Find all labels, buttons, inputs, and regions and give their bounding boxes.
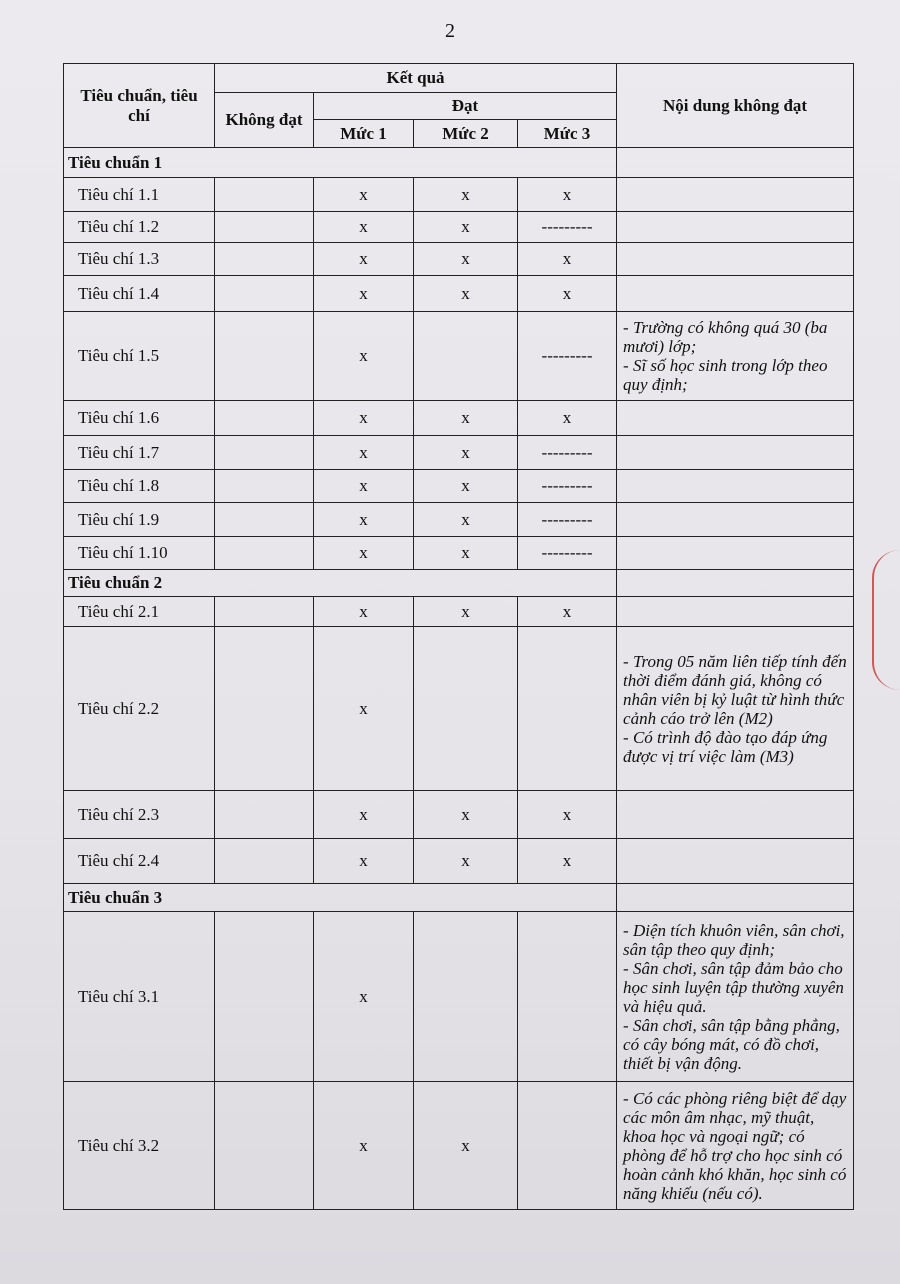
header-level1: Mức 1	[314, 120, 414, 148]
criterion-name: Tiêu chí 1.3	[64, 243, 215, 276]
cell-level2: x	[414, 436, 518, 470]
cell-level3: x	[518, 791, 617, 839]
cell-level1: x	[314, 912, 414, 1082]
cell-level3	[518, 627, 617, 791]
note-line: - Có trình độ đào tạo đáp ứng được vị trí việc làm (M3)	[623, 727, 828, 766]
red-stamp-edge	[872, 550, 900, 690]
cell-level2	[414, 312, 518, 401]
note-line: - Sân chơi, sân tập bằng phẳng, có cây bóng mát, có đồ chơi, thiết bị vận động.	[623, 1015, 840, 1073]
cell-not-passed	[215, 436, 314, 470]
cell-notes	[617, 1082, 854, 1210]
cell-level3: ---------	[518, 503, 617, 537]
cell-notes	[617, 401, 854, 436]
note-line: - Diện tích khuôn viên, sân chơi, sân tập theo quy định;	[623, 920, 845, 959]
cell-level1: x	[314, 470, 414, 503]
criterion-name: Tiêu chí 1.9	[64, 503, 215, 537]
cell-notes	[617, 178, 854, 212]
cell-level3: ---------	[518, 436, 617, 470]
criterion-name: Tiêu chí 1.1	[64, 178, 215, 212]
cell-level3: x	[518, 839, 617, 884]
table-row	[64, 791, 854, 839]
standard-row	[64, 148, 854, 178]
cell-not-passed	[215, 212, 314, 243]
cell-not-passed	[215, 1082, 314, 1210]
cell-level2: x	[414, 243, 518, 276]
header-level2: Mức 2	[414, 120, 518, 148]
cell-notes	[617, 243, 854, 276]
cell-notes	[617, 597, 854, 627]
criterion-name: Tiêu chí 1.7	[64, 436, 215, 470]
header-level3: Mức 3	[518, 120, 617, 148]
standard-title: Tiêu chuẩn 1	[64, 148, 617, 178]
header-criteria: Tiêu chuẩn, tiêu chí	[64, 64, 215, 148]
cell-not-passed	[215, 503, 314, 537]
cell-level2: x	[414, 839, 518, 884]
cell-level1: x	[314, 1082, 414, 1210]
cell-level3: x	[518, 276, 617, 312]
cell-level3: ---------	[518, 537, 617, 570]
cell-notes	[617, 912, 854, 1082]
cell-level2: x	[414, 178, 518, 212]
cell-level3: ---------	[518, 470, 617, 503]
cell-level2: x	[414, 276, 518, 312]
table-row	[64, 597, 854, 627]
cell-level2	[414, 912, 518, 1082]
cell-level2: x	[414, 212, 518, 243]
cell-level1: x	[314, 243, 414, 276]
cell-level1: x	[314, 401, 414, 436]
cell-level1: x	[314, 436, 414, 470]
criterion-name: Tiêu chí 3.1	[64, 912, 215, 1082]
criterion-name: Tiêu chí 2.4	[64, 839, 215, 884]
cell-notes	[617, 276, 854, 312]
criterion-name: Tiêu chí 2.3	[64, 791, 215, 839]
assessment-table	[63, 63, 854, 1210]
note-line: - Trường có không quá 30 (ba mươi) lớp;	[623, 318, 828, 356]
cell-level3: x	[518, 401, 617, 436]
cell-level1: x	[314, 503, 414, 537]
page-number: 2	[445, 20, 455, 42]
cell-level2	[414, 627, 518, 791]
table-row	[64, 1082, 854, 1210]
cell-level3: x	[518, 178, 617, 212]
cell-level2: x	[414, 401, 518, 436]
cell-notes	[617, 312, 854, 401]
cell-level1: x	[314, 537, 414, 570]
cell-level3: x	[518, 597, 617, 627]
cell-notes	[617, 212, 854, 243]
note-line: - Có các phòng riêng biệt để dạy các môn âm nhạc, mỹ thuật, khoa học và ngoại ngữ; có phòng để hỗ trợ cho học sinh có hoàn cảnh khó khăn, học sinh có năng khiếu (nếu có).	[623, 1088, 847, 1203]
criterion-name: Tiêu chí 1.5	[64, 312, 215, 401]
table-row	[64, 627, 854, 791]
cell-notes	[617, 503, 854, 537]
table-row	[64, 436, 854, 470]
cell-not-passed	[215, 597, 314, 627]
table-row	[64, 212, 854, 243]
criterion-name: Tiêu chí 1.8	[64, 470, 215, 503]
note-line: - Sĩ số học sinh trong lớp theo quy định;	[623, 356, 828, 394]
table-row	[64, 839, 854, 884]
cell-level1: x	[314, 627, 414, 791]
criterion-name: Tiêu chí 2.2	[64, 627, 215, 791]
cell-notes	[617, 436, 854, 470]
cell-notes	[617, 791, 854, 839]
cell-level3: ---------	[518, 312, 617, 401]
cell-not-passed	[215, 243, 314, 276]
criterion-name: Tiêu chí 3.2	[64, 1082, 215, 1210]
cell-not-passed	[215, 470, 314, 503]
cell-level3: ---------	[518, 212, 617, 243]
table-row	[64, 243, 854, 276]
cell-not-passed	[215, 312, 314, 401]
cell-level2: x	[414, 597, 518, 627]
cell-level1: x	[314, 791, 414, 839]
cell-not-passed	[215, 839, 314, 884]
criterion-name: Tiêu chí 1.2	[64, 212, 215, 243]
table-row	[64, 912, 854, 1082]
cell-level2: x	[414, 791, 518, 839]
header-result: Kết quả	[215, 64, 617, 93]
cell-level1: x	[314, 597, 414, 627]
table-row	[64, 537, 854, 570]
cell-not-passed	[215, 401, 314, 436]
table-row	[64, 276, 854, 312]
cell-notes	[617, 839, 854, 884]
cell-notes	[617, 537, 854, 570]
cell-notes	[617, 627, 854, 791]
cell-level1: x	[314, 178, 414, 212]
cell-not-passed	[215, 178, 314, 212]
standard-title: Tiêu chuẩn 2	[64, 570, 617, 597]
cell-level1: x	[314, 312, 414, 401]
cell-level2: x	[414, 1082, 518, 1210]
table-row	[64, 503, 854, 537]
cell-level3: x	[518, 243, 617, 276]
cell-level2: x	[414, 503, 518, 537]
cell-notes	[617, 470, 854, 503]
criterion-name: Tiêu chí 1.10	[64, 537, 215, 570]
header-passed: Đạt	[314, 93, 617, 120]
cell-level3	[518, 912, 617, 1082]
cell-not-passed	[215, 276, 314, 312]
cell-level1: x	[314, 276, 414, 312]
cell-not-passed	[215, 537, 314, 570]
cell-level2: x	[414, 470, 518, 503]
cell-not-passed	[215, 791, 314, 839]
criterion-name: Tiêu chí 1.6	[64, 401, 215, 436]
note-line: - Sân chơi, sân tập đảm bảo cho học sinh luyện tập thường xuyên và hiệu quả.	[623, 958, 844, 1016]
standard-row	[64, 884, 854, 912]
header-content: Nội dung không đạt	[617, 64, 854, 148]
note-line: - Trong 05 năm liên tiếp tính đến thời điểm đánh giá, không có nhân viên bị kỷ luật từ hình thức cảnh cáo trở lên (M2)	[623, 651, 847, 728]
cell-level2: x	[414, 537, 518, 570]
cell-not-passed	[215, 912, 314, 1082]
table-row	[64, 470, 854, 503]
table-row	[64, 178, 854, 212]
standard-title: Tiêu chuẩn 3	[64, 884, 617, 912]
table-row	[64, 312, 854, 401]
criterion-name: Tiêu chí 1.4	[64, 276, 215, 312]
cell-not-passed	[215, 627, 314, 791]
table-row	[64, 401, 854, 436]
standard-row	[64, 570, 854, 597]
cell-level3	[518, 1082, 617, 1210]
criterion-name: Tiêu chí 2.1	[64, 597, 215, 627]
cell-level1: x	[314, 839, 414, 884]
header-not-passed: Không đạt	[215, 93, 314, 148]
cell-level1: x	[314, 212, 414, 243]
